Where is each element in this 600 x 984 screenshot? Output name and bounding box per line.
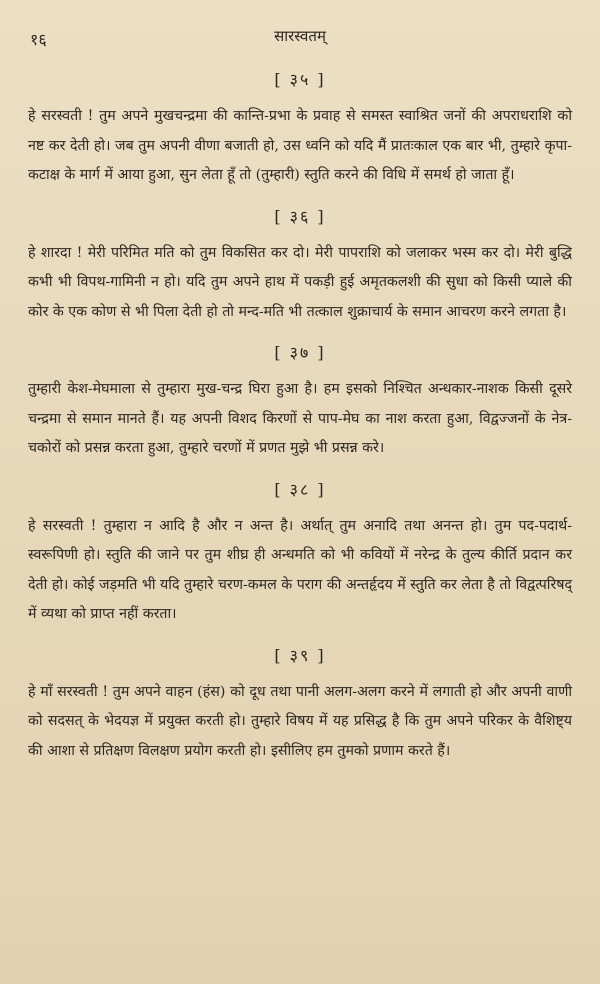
verse-text: हे शारदा ! मेरी परिमित मति को तुम विकसित कर दो। मेरी पापराशि को जलाकर भस्म कर दो। मेरी बुद्धि कभी भी विपथ-गामिनी न हो। यदि तुम अपने हाथ में पकड़ी हुई अमृतकलशी की सुधा को किसी प्याले की कोर के एक कोण से भी पिला देती हो तो मन्द-मति भी तत्काल शुक्राचार्य के समान आचरण करने लगता है। (28, 244, 572, 320)
verse-number: [ ३९ ] (274, 645, 326, 665)
verse-number: [ ३७ ] (274, 343, 326, 362)
verse-36 (28, 205, 572, 328)
verse-number: [ ३६ ] (274, 206, 326, 226)
verse-38 (28, 478, 572, 630)
verse-text: तुम्हारी केश-मेघमाला से तुम्हारा मुख-चन्द्र घिरा हुआ है। हम इसको निश्चित अन्धकार-नाशक किसी दूसरे चन्द्रमा से समान मानते हैं। यह अपनी विशद किरणों से पाप-मेघ का नाश करता हुआ, विद्वज्जनों के नेत्र-चकोरों को प्रसन्न करता हुआ, तुम्हारे चरणों में प्रणत मुझे भी प्रसन्न करे। (28, 381, 572, 456)
page-number: १६ (30, 30, 47, 49)
verse-text: हे सरस्वती ! तुम अपने मुखचन्द्रमा की कान्ति-प्रभा के प्रवाह से समस्त स्वाश्रित जनों की अपराधराशि को नष्ट कर देती हो। जब तुम अपनी वीणा बजाती हो, उस ध्वनि को यदि मैं प्रातःकाल एक बार भी, तुम्हारे कृपा-कटाक्ष के मार्ग में आया हुआ, सुन लेता हूँ तो (तुम्हारी) स्तुति करने की विधि में समर्थ हो जाता हूँ। (28, 108, 572, 183)
verse-37 (28, 341, 572, 464)
verse-number: [ ३५ ] (274, 70, 326, 89)
verse-number: [ ३८ ] (274, 479, 326, 499)
page-header (28, 24, 572, 54)
verse-35 (28, 68, 572, 191)
verse-39 (28, 644, 572, 767)
verse-text: हे सरस्वती ! तुम्हारा न आदि है और न अन्त है। अर्थात् तुम अनादि तथा अनन्त हो। तुम पद-पदार्थ-स्वरूपिणी हो। स्तुति की जाने पर तुम शीघ्र ही अन्धमति को भी कवियों में नरेन्द्र के तुल्य कीर्ति प्रदान कर देती हो। कोई जड़मति भी यदि तुम्हारे चरण-कमल के पराग की अन्तर्हृदय में स्तुति कर लेता है तो विद्वत्परिषद् में व्यथा को प्राप्त नहीं करता। (28, 517, 572, 622)
running-title: सारस्वतम् (274, 27, 326, 45)
verse-text: हे माँ सरस्वती ! तुम अपने वाहन (हंस) को दूध तथा पानी अलग-अलग करने में लगाती हो और अपनी वाणी को सदसत् के भेदयज्ञ में प्रयुक्त करती हो। तुम्हारे विषय में यह प्रसिद्ध है कि तुम अपने परिकर के वैशिष्ट्य की आशा से प्रतिक्षण विलक्षण प्रयोग करती हो। इसीलिए हम तुमको प्रणाम करते हैं। (28, 683, 572, 759)
